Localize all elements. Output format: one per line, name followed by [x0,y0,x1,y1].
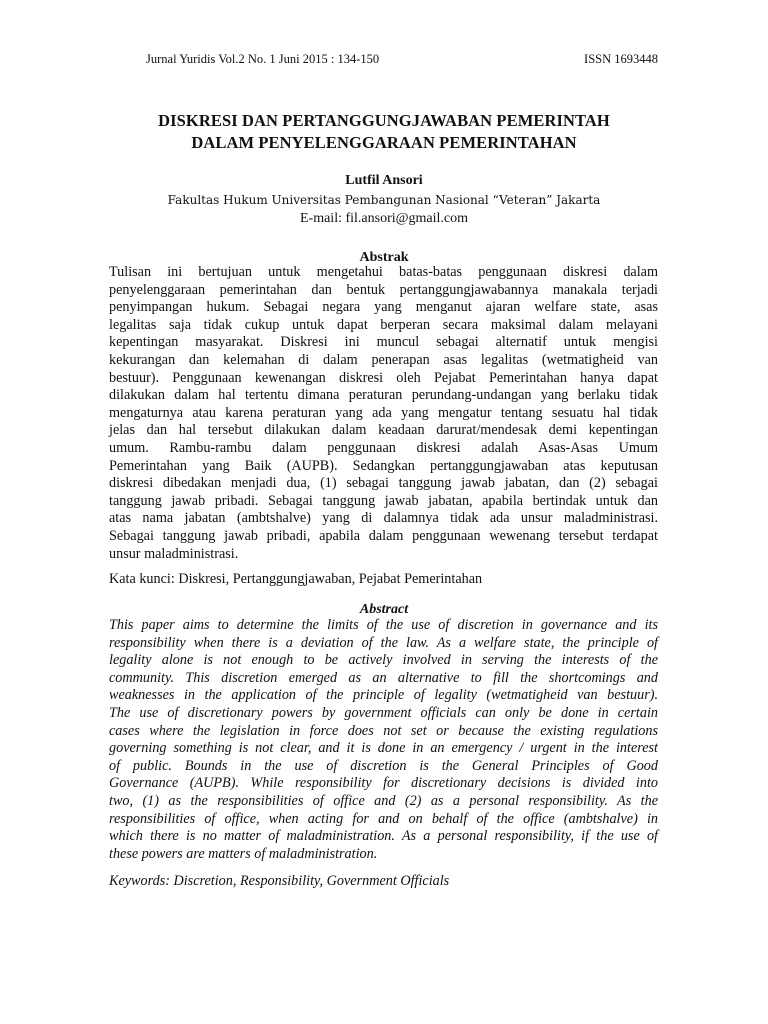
author-email: E-mail: fil.ansori@gmail.com [299,211,469,226]
paragraph-line: Tulisan ini bertujuan untuk mengetahui batas-batas penggunaan diskresi dalam [109,264,658,280]
paragraph-line: community. This discretion emerged as an alternative to fill the shortcomings and [109,669,658,686]
paragraph-line: cases where the legislation in force does not set or because the existing regulations [109,722,658,739]
paragraph-line: responsibility when there is a deviation of the law. As a welfare state, the principle of [109,634,658,651]
paragraph-line: diskresi dibedakan menjadi dua, (1) sebagai tanggung jawab jabatan, dan (2) sebagai [109,475,658,492]
author-affiliation: Fakultas Hukum Universitas Pembangunan Nasional “Veteran” Jakarta [167,193,601,207]
paragraph-line: bestuur). Penggunaan kewenangan diskresi oleh Pejabat Pemerintahan hanya dapat [109,369,658,386]
paragraph-line: kekurangan dan kelemahan di dalam penerapan asas legalitas (wetmatigheid van [109,351,658,368]
author-name: Lutfil Ansori [345,173,423,188]
paragraph-line: two, (1) as the responsibilities of office and (2) as a personal responsibility. As the [109,792,658,809]
abstrak-body [109,264,658,563]
paragraph-line: mengaturnya atau karena peraturan yang ada yang mengatur tentang sesuatu hal tidak [109,404,658,421]
paragraph-line: penyimpangan hukum. Sebagai negara yang menganut ajaran welfare state, asas [109,299,658,316]
paragraph-line: tanggung jawab pribadi. Sebagai tanggung jawab jabatan, apabila bertindak untuk dan [109,492,658,509]
paragraph-line: weaknesses in the application of the principle of legality (wetmatigheid van bestuur). [109,687,658,704]
paragraph-line: jelas dan hal tersebut dilakukan dalam keadaan darurat/mendesak demi kepentingan [109,422,658,439]
title-line-2: DALAM PENYELENGGARAAN PEMERINTAHAN [191,133,577,152]
paragraph-line: This paper aims to determine the limits of the use of discretion in governance and its [109,617,658,633]
paragraph-line: legality alone is not enough to be actively involved in serving the interests of the [109,652,658,669]
paragraph-line: Sebagai tanggung jawab pribadi, apabila dalam penggunaan wewenang tersebut terdapat [109,527,658,544]
paragraph-line: The use of discretionary powers by government officials can only be done in certain [109,704,658,721]
abstract-body [109,617,658,863]
paragraph-line: legalitas saja tidak cukup untuk dapat berperan secara maksimal dalam melayani [109,316,658,333]
kata-kunci: Kata kunci: Diskresi, Pertanggungjawaban, Pejabat Pemerintahan [109,571,483,587]
paragraph-line: dilakukan dalam hal tertentu dimana peraturan perundang-undangan yang berlaku tidak [109,387,658,404]
running-header [0,51,768,67]
paragraph-line: penyelenggaraan pemerintahan dan bentuk pertanggungjawabannya manakala terjadi [109,281,658,298]
paragraph-line: Pemerintahan yang Baik (AUPB). Sedangkan pertanggungjawaban atas keputusan [109,457,658,474]
abstract-heading: Abstract [359,602,409,617]
issn-number: ISSN 1693448 [584,52,658,66]
paragraph-line: umum. Rambu-rambu dalam penggunaan diskresi adalah Asas-Asas Umum [109,439,658,456]
paragraph-line: governing something is not clear, and it is done in an emergency / urgent in the interest [109,740,658,757]
paragraph-line: of public. Bounds in the use of discretion is the General Principles of Good [109,757,658,774]
title-line-1: DISKRESI DAN PERTANGGUNGJAWABAN PEMERINTAH [158,111,610,130]
paragraph-line: these powers are matters of maladministration. [109,845,378,862]
abstrak-heading: Abstrak [359,250,409,265]
paragraph-line: atas nama jabatan (ambtshalve) yang di dalamnya tidak ada unsur maladministrasi. [109,510,658,527]
keywords-english: Keywords: Discretion, Responsibility, Government Officials [109,873,450,889]
paragraph-line: kepentingan masyarakat. Diskresi ini muncul sebagai alternatif untuk mengisi [109,334,658,351]
paper-title [0,110,768,154]
journal-citation: Jurnal Yuridis Vol.2 No. 1 Juni 2015 : 134-150 [146,52,380,66]
paragraph-line: responsibilities of office, when acting for and on behalf of the office (ambtshalve) in [109,810,658,827]
paragraph-line: unsur maladministrasi. [109,545,239,562]
paragraph-line: which there is no matter of maladministration. As a personal responsibility, if the use of [109,828,658,845]
paragraph-line: Governance (AUPB). While responsibility for discretionary decisions is divided into [109,775,658,792]
